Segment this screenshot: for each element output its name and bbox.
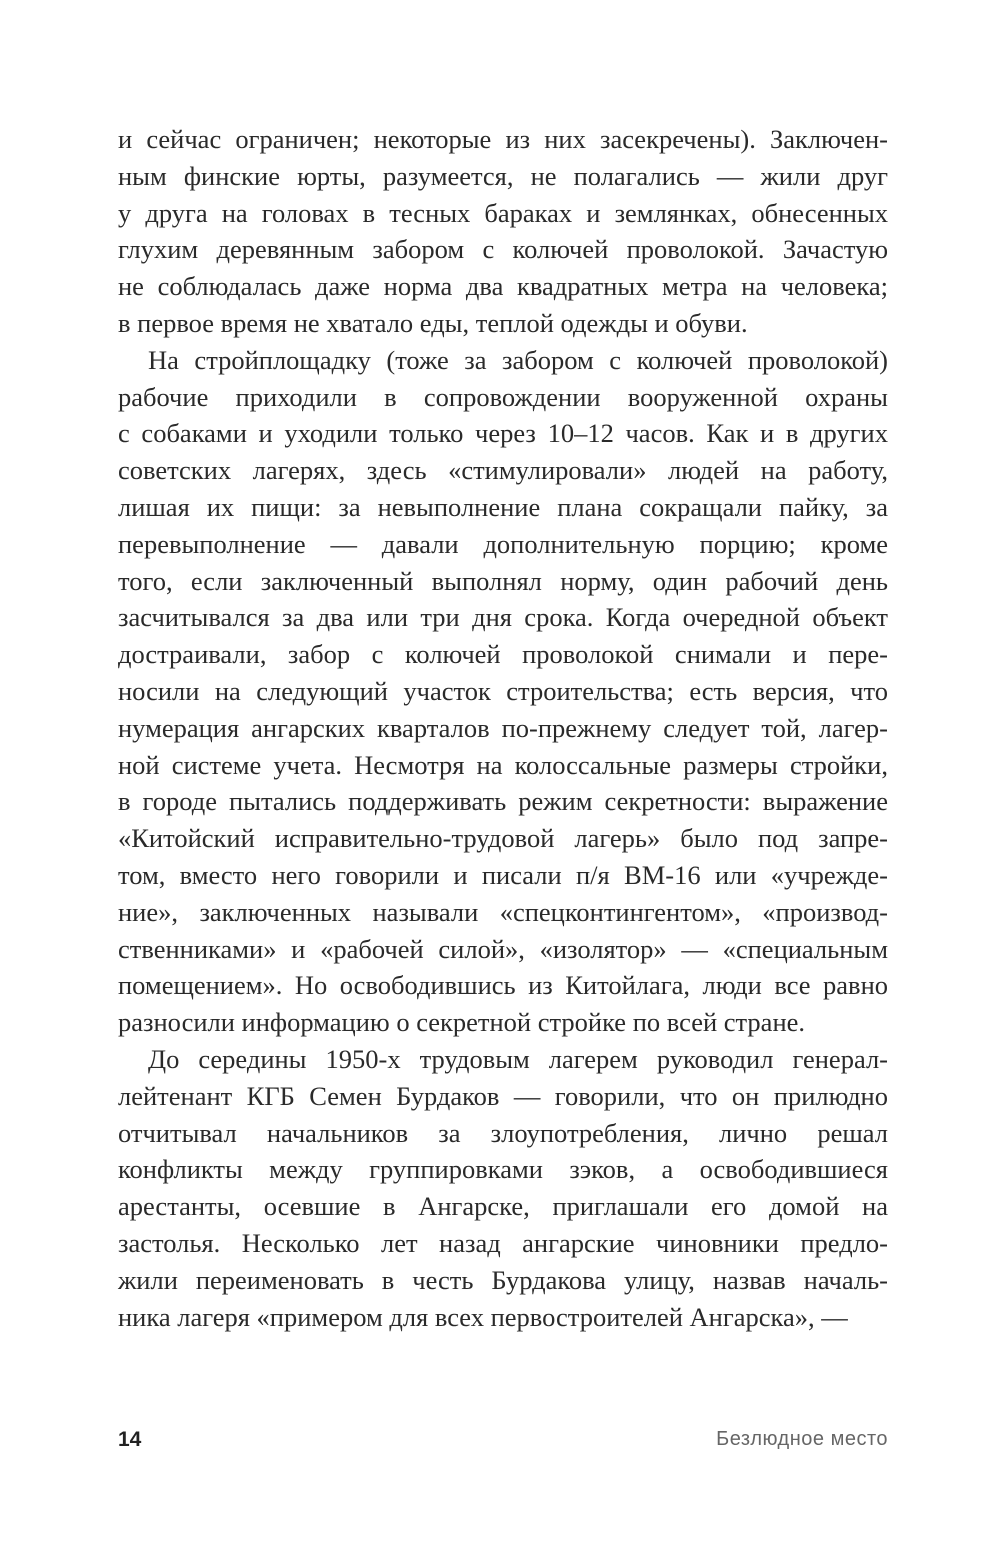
text-line: носили на следующий участок строительства; есть версия, что xyxy=(118,675,888,706)
text-line: ственниками» и «рабочей силой», «изолятор» — «специальным xyxy=(118,933,888,964)
text-line: застолья. Несколько лет назад ангарские чиновники предло- xyxy=(118,1227,888,1258)
text-line: рабочие приходили в сопровождении вооруженной охраны xyxy=(118,381,888,412)
text-line: лишая их пищи: за невыполнение плана сокращали пайку, за xyxy=(118,491,888,522)
text-line: в городе пытались поддерживать режим секретности: выражение xyxy=(118,786,888,817)
running-title: Безлюдное место xyxy=(716,1428,888,1450)
text-line: ным финские юрты, разумеется, не полагались — жили друг xyxy=(118,160,888,191)
page-number: 14 xyxy=(118,1428,142,1451)
text-line: помещением». Но освободившись из Китойлага, люди все равно xyxy=(118,970,888,1001)
text-line: советских лагерях, здесь «стимулировали» людей на работу, xyxy=(118,455,888,486)
text-line: у друга на головах в тесных бараках и землянках, обнесенных xyxy=(118,197,888,228)
text-line: ной системе учета. Несмотря на колоссальные размеры стройки, xyxy=(118,749,888,780)
text-line: с собаками и уходили только через 10–12 часов. Как и в других xyxy=(118,418,888,449)
text-line: том, вместо него говорили и писали п/я ВМ-16 или «учрежде- xyxy=(118,859,888,890)
text-line: «Китойский исправительно-трудовой лагерь» было под запре- xyxy=(118,823,888,854)
text-line: достраивали, забор с колючей проволокой снимали и пере- xyxy=(118,639,888,670)
text-line: ника лагеря «примером для всех первостроителей Ангарска», — xyxy=(118,1301,848,1332)
text-line: лейтенант КГБ Семен Бурдаков — говорили, что он прилюдно xyxy=(118,1080,888,1111)
text-line: и сейчас ограничен; некоторые из них засекречены). Заключен- xyxy=(118,124,888,154)
body-text xyxy=(118,121,888,1335)
text-line: того, если заключенный выполнял норму, один рабочий день xyxy=(118,565,888,596)
text-line: нумерация ангарских кварталов по-прежнему следует той, лагер- xyxy=(118,712,888,743)
text-line: глухим деревянным забором с колючей проволокой. Зачастую xyxy=(118,234,888,265)
text-line: ние», заключенных называли «спецконтингентом», «производ- xyxy=(118,896,888,927)
text-line: в первое время не хватало еды, теплой одежды и обуви. xyxy=(118,307,748,338)
text-line: До середины 1950-х трудовым лагерем руководил генерал- xyxy=(148,1043,888,1074)
text-line: засчитывался за два или три дня срока. Когда очередной объект xyxy=(118,602,888,633)
text-line: жили переименовать в честь Бурдакова улицу, назвав началь- xyxy=(118,1264,888,1295)
text-line: конфликты между группировками зэков, а освободившиеся xyxy=(118,1154,888,1185)
text-line: не соблюдалась даже норма два квадратных метра на человека; xyxy=(118,271,888,302)
text-line: На стройплощадку (тоже за забором с колючей проволокой) xyxy=(148,344,888,375)
text-line: отчитывал начальников за злоупотребления, лично решал xyxy=(118,1117,888,1148)
text-line: перевыполнение — давали дополнительную порцию; кроме xyxy=(118,528,888,559)
page-footer xyxy=(118,1428,888,1458)
text-line: арестанты, осевшие в Ангарске, приглашали его домой на xyxy=(118,1191,888,1222)
text-line: разносили информацию о секретной стройке по всей стране. xyxy=(118,1007,806,1038)
